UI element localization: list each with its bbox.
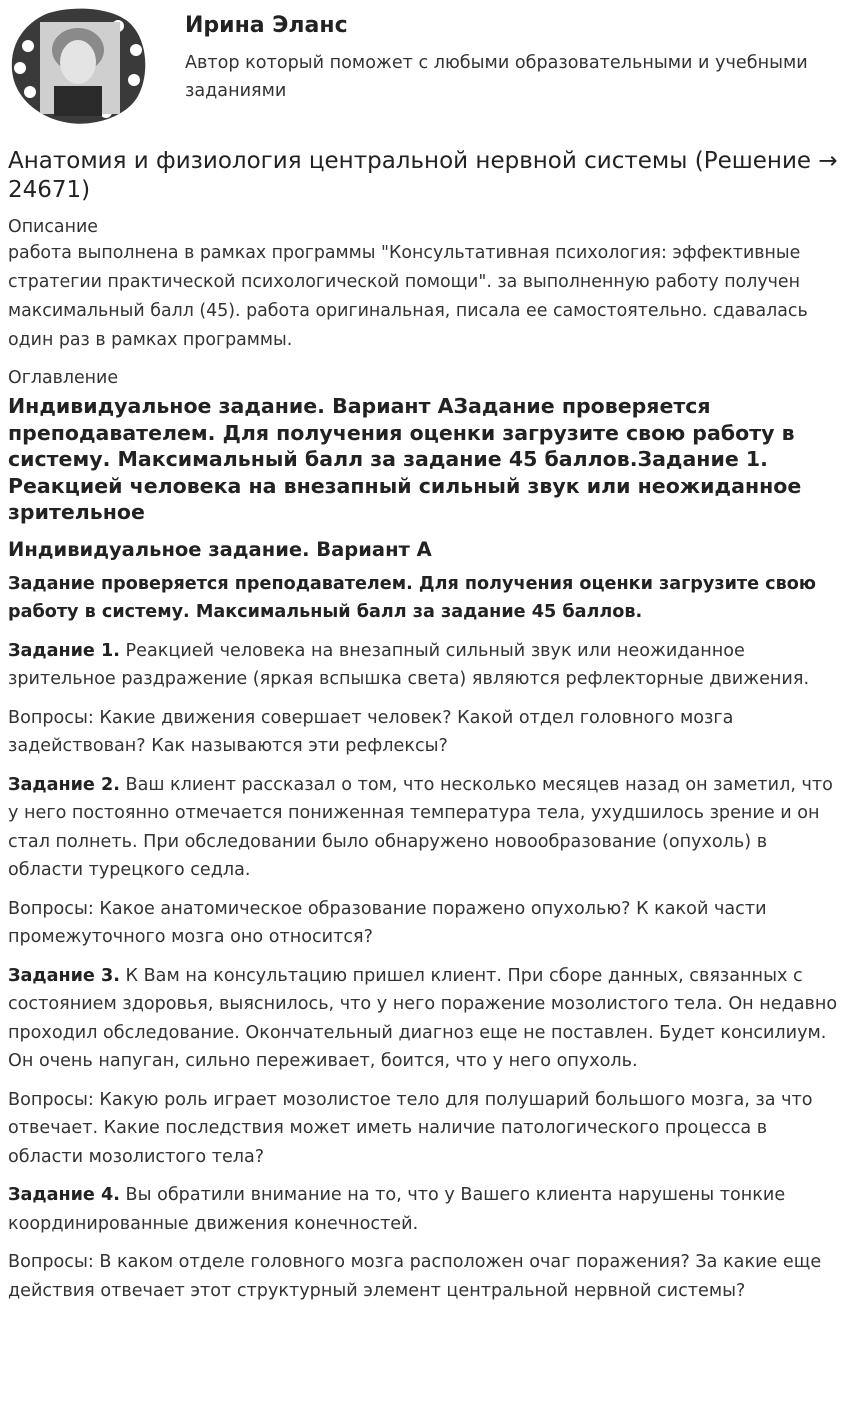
task-4: [8, 1181, 840, 1238]
author-bio: Автор который поможет с любыми образовательными и учебными заданиями: [185, 53, 808, 101]
description-text: работа выполнена в рамках программы "Консультативная психология: эффективные стратегии практической психологической помощи". за выполненную работу получен максимальный балл (45). работа оригинальная, писала ее самостоятельно. сдавалась один раз в рамках программы.: [8, 243, 808, 350]
task-3-label: Задание 3.: [8, 965, 120, 986]
task-1-text: Реакцией человека на внезапный сильный звук или неожиданное зрительное раздражение (яркая вспышка света) являются рефлекторные движения.: [8, 640, 810, 689]
document-content: [8, 147, 840, 1315]
task-2-questions: Вопросы: Какое анатомическое образование поражено опухолью? К какой части промежуточного мозга оно относится?: [8, 898, 767, 947]
task-1-label: Задание 1.: [8, 640, 120, 661]
author-name[interactable]: Ирина Эланс: [185, 13, 348, 38]
task-2-label: Задание 2.: [8, 774, 120, 795]
toc-title: Индивидуальное задание. Вариант АЗадание проверяется преподавателем. Для получения оценки загрузите свою работу в систему. Максимальный балл за задание 45 баллов.Задание 1. Реакцией человека на внезапный сильный звук или неожиданное зрительное: [8, 394, 802, 524]
task-3-text: К Вам на консультацию пришел клиент. При сборе данных, связанных с состоянием здоровья, выяснилось, что у него поражение мозолистого тела. Он недавно проходил обследование. Окончательный диагноз еще не поставлен. Будет консилиум. Он очень напуган, сильно переживает, боится, что у него опухоль.: [8, 965, 838, 1071]
task-2-text: Ваш клиент рассказал о том, что несколько месяцев назад он заметил, что у него постоянно отмечается пониженная температура тела, ухудшилось зрение и он стал полнеть. При обследовании было обнаружено новообразование (опухоль) в области турецкого седла.: [8, 774, 833, 880]
task-instruction: Задание проверяется преподавателем. Для получения оценки загрузите свою работу в систему. Максимальный балл за задание 45 баллов.: [8, 573, 816, 622]
description-label: Описание: [8, 217, 98, 237]
variant-heading: Индивидуальное задание. Вариант А: [8, 537, 432, 561]
author-avatar[interactable]: [6, 4, 152, 128]
task-4-text: Вы обратили внимание на то, что у Вашего клиента нарушены тонкие координированные движения конечностей.: [8, 1185, 786, 1234]
task-1-questions: Вопросы: Какие движения совершает человек? Какой отдел головного мозга задействован? Как называются эти рефлексы?: [8, 707, 734, 756]
document-title: Анатомия и физиология центральной нервной системы (Решение → 24671): [8, 148, 838, 203]
task-3-questions: Вопросы: Какую роль играет мозолистое тело для полушарий большого мозга, за что отвечает. Какие последствия может иметь наличие патологического процесса в области мозолистого тела?: [8, 1089, 813, 1167]
task-4-label: Задание 4.: [8, 1185, 120, 1205]
toc-label: Оглавление: [8, 368, 119, 388]
author-card: [0, 0, 847, 130]
task-3: [8, 962, 840, 1076]
task-1: [8, 637, 840, 694]
task-4-questions: Вопросы: В каком отделе головного мозга расположен очаг поражения? За какие еще действия отвечает этот структурный элемент центральной нервной системы?: [8, 1252, 822, 1301]
task-2: [8, 771, 840, 885]
